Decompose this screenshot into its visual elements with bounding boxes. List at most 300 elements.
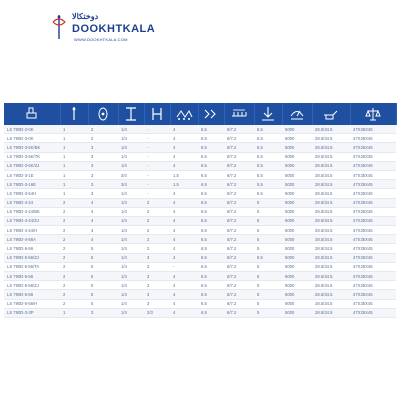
table-cell: 6.5	[198, 253, 224, 262]
table-cell: 47X35X45	[350, 235, 396, 244]
table-cell: 1/4	[118, 262, 144, 271]
table-cell: 5000	[282, 198, 312, 207]
table-cell: 3	[88, 170, 118, 179]
table-cell: 47X35X45	[350, 226, 396, 235]
table-cell: 47X35X45	[350, 272, 396, 281]
table-cell: 2/3	[144, 308, 170, 317]
table-cell: 2	[60, 216, 88, 225]
table-cell: LS 790D-4-24/ZJ	[4, 216, 60, 225]
table-cell: LS 790D-3-5K/ZJ	[4, 161, 60, 170]
table-cell: 1	[60, 152, 88, 161]
table-cell: 1	[60, 143, 88, 152]
table-cell: 5	[254, 207, 282, 216]
table-cell: 5.5	[254, 125, 282, 134]
table-row	[4, 226, 396, 235]
table-cell: LS 790D-4-24/H	[4, 226, 60, 235]
column-header	[350, 103, 396, 125]
table-cell: 6.5	[198, 272, 224, 281]
table-cell: 1/4	[118, 290, 144, 299]
table-cell: LS 790D-3-5K/TK	[4, 152, 60, 161]
column-header	[118, 103, 144, 125]
table-cell: 5000	[282, 189, 312, 198]
table-cell: 5	[254, 281, 282, 290]
table-cell: 5.5	[254, 143, 282, 152]
table-cell: 6/7.2	[224, 161, 254, 170]
table-cell: 6/7.2	[224, 170, 254, 179]
table-cell: 47X35X45	[350, 290, 396, 299]
table-row	[4, 170, 396, 179]
table-cell: 28.5/34.5	[312, 134, 350, 143]
table-cell: -	[144, 143, 170, 152]
table-cell: 6.5	[198, 262, 224, 271]
table-cell: LS 790D-3-16E	[4, 180, 60, 189]
table-cell: 5000	[282, 253, 312, 262]
table-cell: 4	[170, 143, 198, 152]
table-cell: 6/7.2	[224, 262, 254, 271]
table-cell: 2	[144, 198, 170, 207]
table-cell: 1/4	[118, 272, 144, 281]
table-cell: 28.5/34.5	[312, 198, 350, 207]
table-cell: 28.5/34.5	[312, 170, 350, 179]
table-cell: 5	[88, 281, 118, 290]
column-header	[254, 103, 282, 125]
table-cell: 5000	[282, 226, 312, 235]
table-cell: 5.5	[254, 170, 282, 179]
table-cell: 47X35X45	[350, 207, 396, 216]
table-row	[4, 143, 396, 152]
table-cell: 6.5	[198, 281, 224, 290]
table-cell: 1	[60, 125, 88, 134]
table-cell: 2	[60, 262, 88, 271]
table-cell: LS 790D-5-56/TA	[4, 262, 60, 271]
presser-foot-icon	[201, 104, 221, 124]
table-cell: 4	[170, 189, 198, 198]
column-header	[60, 103, 88, 125]
table-cell: 47X35X45	[350, 216, 396, 225]
table-cell: 2	[60, 235, 88, 244]
table-cell: 6/7.2	[224, 189, 254, 198]
table-cell: 6.5	[198, 189, 224, 198]
table-cell: 6/7.2	[224, 152, 254, 161]
table-cell: 5	[88, 272, 118, 281]
table-cell: 5.5	[254, 253, 282, 262]
table-cell: 4	[170, 253, 198, 262]
brand-logo	[50, 10, 170, 50]
table-cell: 1/4	[118, 216, 144, 225]
table-cell: 28.5/34.5	[312, 180, 350, 189]
table-cell: 28.5/34.5	[312, 262, 350, 271]
table-cell: 2	[60, 244, 88, 253]
table-cell: 5000	[282, 207, 312, 216]
table-cell: -	[144, 189, 170, 198]
table-cell: 5000	[282, 125, 312, 134]
table-row	[4, 134, 396, 143]
table-cell: 2	[60, 253, 88, 262]
table-cell: 47X35X45	[350, 143, 396, 152]
table-cell: 47X35X45	[350, 308, 396, 317]
table-row	[4, 262, 396, 271]
table-cell: -	[144, 152, 170, 161]
table-cell: 5	[254, 272, 282, 281]
table-cell: 1/4	[118, 299, 144, 308]
spec-table-wrapper	[4, 103, 396, 318]
table-row	[4, 198, 396, 207]
table-cell: 5000	[282, 308, 312, 317]
table-cell: 28.5/34.5	[312, 253, 350, 262]
table-cell: 1/4	[118, 161, 144, 170]
table-cell: 4	[88, 207, 118, 216]
table-cell: 1	[60, 308, 88, 317]
table-cell: 6.5	[198, 299, 224, 308]
spec-header-row	[4, 103, 396, 125]
table-cell: 5000	[282, 290, 312, 299]
table-row	[4, 235, 396, 244]
table-cell: 3	[144, 290, 170, 299]
table-cell: 5000	[282, 161, 312, 170]
table-cell: 5	[88, 290, 118, 299]
table-row	[4, 299, 396, 308]
table-cell: 6/7.2	[224, 207, 254, 216]
table-cell: 6/7.2	[224, 235, 254, 244]
table-cell: 3	[88, 143, 118, 152]
table-cell: -	[144, 180, 170, 189]
table-cell: 1	[60, 170, 88, 179]
table-cell: 4	[170, 235, 198, 244]
table-cell: 2	[144, 244, 170, 253]
table-cell: LS 790D-4-24	[4, 198, 60, 207]
needle-gauge-icon	[147, 104, 167, 124]
table-row	[4, 216, 396, 225]
table-cell: 5	[254, 216, 282, 225]
table-cell: 4	[170, 125, 198, 134]
table-cell: 6/7.2	[224, 180, 254, 189]
table-cell: 4	[170, 244, 198, 253]
table-cell: 28.5/34.5	[312, 143, 350, 152]
table-cell: 5	[254, 262, 282, 271]
table-cell: 3	[144, 262, 170, 271]
table-cell: 5	[88, 299, 118, 308]
table-cell: 28.5/34.5	[312, 189, 350, 198]
table-cell: 5000	[282, 216, 312, 225]
table-cell: 2	[60, 272, 88, 281]
table-cell: 6.5	[198, 152, 224, 161]
table-cell: -	[144, 134, 170, 143]
column-header	[198, 103, 224, 125]
column-header	[170, 103, 198, 125]
table-cell: 47X35X45	[350, 244, 396, 253]
table-cell: -	[144, 125, 170, 134]
table-cell: 1/4	[118, 207, 144, 216]
table-row	[4, 308, 396, 317]
table-cell: 47X35X45	[350, 161, 396, 170]
table-cell: 3	[88, 180, 118, 189]
table-cell: -	[144, 170, 170, 179]
table-cell: 5	[254, 308, 282, 317]
table-cell: 28.5/34.5	[312, 299, 350, 308]
table-cell: 6/7.2	[224, 216, 254, 225]
table-cell: 28.5/34.5	[312, 290, 350, 299]
column-header	[282, 103, 312, 125]
table-cell: 5000	[282, 262, 312, 271]
table-cell: 4	[170, 134, 198, 143]
table-cell: 3	[144, 281, 170, 290]
table-cell: 5	[254, 198, 282, 207]
table-cell: 4	[170, 308, 198, 317]
table-cell: 1.5	[170, 180, 198, 189]
model-icon	[22, 104, 42, 124]
table-cell: 3	[144, 272, 170, 281]
table-cell: 6/7.2	[224, 134, 254, 143]
table-cell: 6/7.2	[224, 290, 254, 299]
table-row	[4, 253, 396, 262]
brand-url: WWW.DOOKHTKALA.COM	[74, 37, 128, 42]
table-cell: LS 790D-4-24/BK	[4, 207, 60, 216]
table-cell: 6/7.2	[224, 272, 254, 281]
table-cell: 4	[170, 226, 198, 235]
table-cell: 3	[144, 253, 170, 262]
table-cell: LS 790D-4-56A	[4, 235, 60, 244]
table-cell: 28.5/34.5	[312, 272, 350, 281]
table-cell: 28.5/34.5	[312, 152, 350, 161]
table-cell: 1/4	[118, 198, 144, 207]
feed-icon	[174, 104, 194, 124]
table-cell: 28.5/34.5	[312, 281, 350, 290]
table-cell: 47X35X45	[350, 134, 396, 143]
table-cell: 3	[88, 189, 118, 198]
table-cell: 5	[254, 299, 282, 308]
table-cell: 6.5	[198, 290, 224, 299]
table-cell: 4	[170, 272, 198, 281]
table-cell: 2	[60, 281, 88, 290]
table-cell: 6.5	[198, 143, 224, 152]
table-cell: 47X35X45	[350, 253, 396, 262]
table-cell: 6.5	[198, 198, 224, 207]
table-cell: 47X35X45	[350, 189, 396, 198]
table-cell: 5000	[282, 281, 312, 290]
needle-logo-icon	[50, 14, 68, 40]
table-cell: 6.5	[198, 216, 224, 225]
table-cell: 4	[88, 226, 118, 235]
table-cell: 3/4	[118, 180, 144, 189]
table-cell: 5000	[282, 170, 312, 179]
table-cell: LS 790D-5-56/ZJ	[4, 281, 60, 290]
stitch-type-icon	[229, 104, 249, 124]
table-cell: 5	[88, 244, 118, 253]
table-cell: 28.5/34.5	[312, 207, 350, 216]
table-cell: 4	[170, 290, 198, 299]
table-cell: LS 790D-3-5K/BK	[4, 143, 60, 152]
column-header	[88, 103, 118, 125]
table-cell: LS 790D-5-56/ZJ	[4, 253, 60, 262]
table-cell: 6.5	[198, 125, 224, 134]
table-cell: 5000	[282, 299, 312, 308]
table-cell: 6/7.2	[224, 308, 254, 317]
table-cell: 3/4	[118, 170, 144, 179]
weight-icon	[363, 104, 383, 124]
table-cell: 5000	[282, 244, 312, 253]
table-cell: 4	[170, 161, 198, 170]
table-cell: 2	[144, 207, 170, 216]
table-cell: 1/4	[118, 308, 144, 317]
table-cell: 4	[170, 198, 198, 207]
table-cell: LS 790D-3-0K	[4, 134, 60, 143]
table-cell: 28.5/34.5	[312, 125, 350, 134]
lift-icon	[258, 104, 278, 124]
column-header	[144, 103, 170, 125]
table-cell: LS 790D-2-0K	[4, 125, 60, 134]
table-cell: LS 790D-5-56/H	[4, 299, 60, 308]
table-cell: 2	[60, 207, 88, 216]
table-cell: 28.5/34.5	[312, 308, 350, 317]
table-cell: 6.5	[198, 161, 224, 170]
table-cell: 4	[170, 299, 198, 308]
table-row	[4, 189, 396, 198]
table-cell: 1	[60, 134, 88, 143]
table-row	[4, 161, 396, 170]
bobbin-icon	[93, 104, 113, 124]
table-cell: 1/4	[118, 253, 144, 262]
table-cell: 1/4	[118, 244, 144, 253]
spec-table	[4, 103, 397, 318]
table-cell: 6.5	[198, 226, 224, 235]
table-cell: 5000	[282, 152, 312, 161]
table-cell: LS 790D-5-56	[4, 244, 60, 253]
table-cell: 6.5	[198, 180, 224, 189]
table-cell: 6.5	[198, 134, 224, 143]
speed-icon	[287, 104, 307, 124]
table-cell: 1	[60, 161, 88, 170]
table-cell: 47X35X45	[350, 262, 396, 271]
table-cell: -	[170, 262, 198, 271]
table-cell: 5000	[282, 180, 312, 189]
table-cell: 6/7.2	[224, 244, 254, 253]
table-cell: 1	[60, 180, 88, 189]
table-cell: 1.5	[170, 170, 198, 179]
table-cell: 2	[88, 125, 118, 134]
table-cell: 47X35X45	[350, 281, 396, 290]
table-cell: -	[144, 161, 170, 170]
table-cell: 1/4	[118, 226, 144, 235]
table-cell: 4	[170, 281, 198, 290]
table-cell: 6.5	[198, 244, 224, 253]
table-cell: 5000	[282, 235, 312, 244]
table-cell: 1	[60, 189, 88, 198]
table-cell: 5	[254, 244, 282, 253]
table-cell: 6/7.2	[224, 226, 254, 235]
table-row	[4, 272, 396, 281]
table-cell: 6/7.2	[224, 253, 254, 262]
table-cell: 28.5/34.5	[312, 226, 350, 235]
table-cell: 3	[88, 161, 118, 170]
table-cell: 2	[144, 235, 170, 244]
table-cell: 1/4	[118, 235, 144, 244]
table-cell: LS 790D-5-56	[4, 290, 60, 299]
table-cell: 6/7.2	[224, 299, 254, 308]
table-cell: 2	[88, 134, 118, 143]
table-cell: 4	[88, 235, 118, 244]
table-cell: 1/4	[118, 152, 144, 161]
table-cell: 5000	[282, 143, 312, 152]
table-cell: LS 790D-5-56	[4, 272, 60, 281]
table-cell: 5.5	[254, 161, 282, 170]
table-cell: 28.5/34.5	[312, 244, 350, 253]
table-cell: 28.5/34.5	[312, 235, 350, 244]
table-cell: 47X35X45	[350, 170, 396, 179]
needle-icon	[64, 104, 84, 124]
spec-table-body	[4, 125, 396, 317]
table-row	[4, 290, 396, 299]
table-cell: 47X35X45	[350, 125, 396, 134]
table-cell: LS 790D-3-54H	[4, 189, 60, 198]
table-cell: 1/4	[118, 125, 144, 134]
table-cell: 6.5	[198, 235, 224, 244]
brand-persian-name: دوختکالا	[72, 12, 99, 21]
column-header	[312, 103, 350, 125]
table-cell: 1/4	[118, 281, 144, 290]
table-cell: LS 790D-3-3P	[4, 308, 60, 317]
table-cell: 5.5	[254, 134, 282, 143]
table-cell: 5.5	[254, 152, 282, 161]
table-cell: 6.5	[198, 207, 224, 216]
table-cell: 3	[88, 152, 118, 161]
table-cell: 4	[170, 152, 198, 161]
table-cell: 5	[88, 262, 118, 271]
column-header	[4, 103, 60, 125]
table-row	[4, 207, 396, 216]
table-cell: 2	[60, 290, 88, 299]
table-cell: 5.5	[254, 189, 282, 198]
table-cell: 47X35X45	[350, 198, 396, 207]
table-cell: 4	[170, 216, 198, 225]
table-row	[4, 180, 396, 189]
table-cell: 2	[144, 216, 170, 225]
table-cell: 6.5	[198, 170, 224, 179]
stitch-length-icon	[121, 104, 141, 124]
table-row	[4, 152, 396, 161]
table-cell: 6/7.2	[224, 198, 254, 207]
table-cell: 2	[144, 226, 170, 235]
table-cell: 1/4	[118, 143, 144, 152]
table-cell: 2	[60, 299, 88, 308]
brand-name: DOOKHTKALA	[72, 23, 156, 35]
table-cell: 5.5	[254, 180, 282, 189]
table-cell: 4	[88, 198, 118, 207]
table-cell: 2	[60, 198, 88, 207]
table-cell: 2	[60, 226, 88, 235]
table-cell: 28.5/34.5	[312, 216, 350, 225]
table-cell: 6/7.2	[224, 125, 254, 134]
table-row	[4, 244, 396, 253]
table-cell: 3	[88, 308, 118, 317]
table-cell: 47X35X45	[350, 180, 396, 189]
table-row	[4, 125, 396, 134]
table-cell: 3	[144, 299, 170, 308]
table-cell: 5000	[282, 134, 312, 143]
table-cell: 1/4	[118, 134, 144, 143]
table-cell: 47X35X45	[350, 299, 396, 308]
table-cell: 4	[88, 216, 118, 225]
table-cell: 5000	[282, 272, 312, 281]
table-cell: 6/7.2	[224, 281, 254, 290]
column-header	[224, 103, 254, 125]
table-cell: LS 790D-3-1E	[4, 170, 60, 179]
motor-icon	[321, 104, 341, 124]
table-row	[4, 281, 396, 290]
table-cell: 6/7.2	[224, 143, 254, 152]
table-cell: 6.5	[198, 308, 224, 317]
table-cell: 47X35X45	[350, 152, 396, 161]
table-cell: 4	[170, 207, 198, 216]
